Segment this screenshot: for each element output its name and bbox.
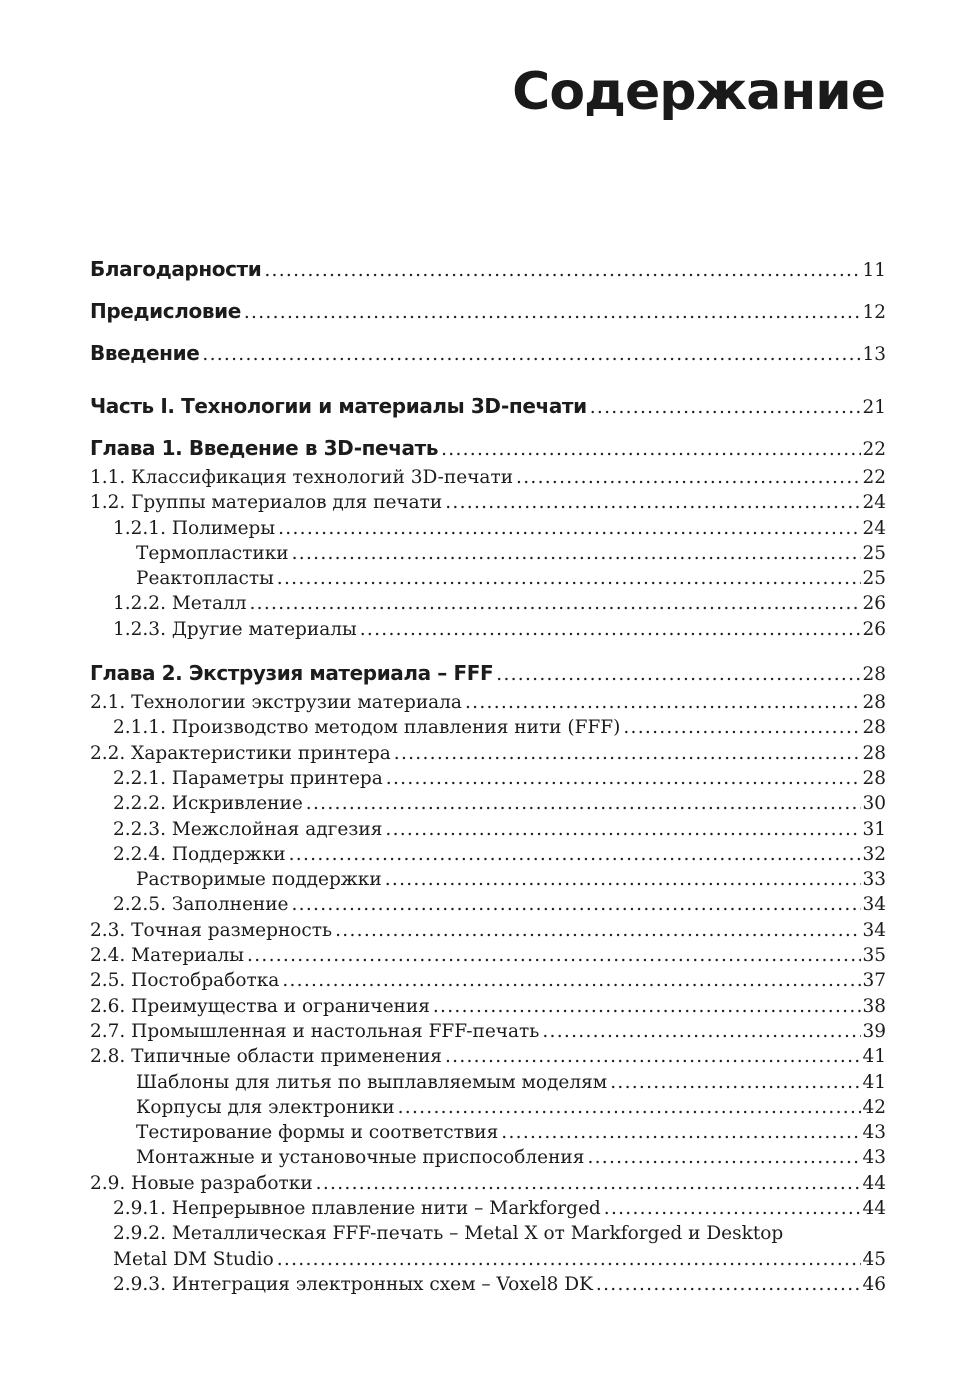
dot-leader [501,1120,861,1145]
dot-leader [590,393,862,423]
toc-label: 2.9.3. Интеграция электронных схем – Voxel8 DK [113,1273,593,1295]
dot-leader [386,766,862,791]
toc-page: 45 [862,1248,886,1270]
toc-entry[interactable] [90,1171,886,1196]
dot-leader [316,1171,862,1196]
toc-entry[interactable] [90,1120,886,1145]
toc-entry[interactable] [90,1044,886,1069]
dot-leader [596,1272,862,1297]
toc-label: 2.9.2. Металлическая FFF-печать – Metal X от Markforged и Desktop [113,1223,784,1245]
toc-label: 2.1. Технологии экструзии материала [90,692,462,714]
toc-page: 41 [862,1046,886,1068]
dot-leader [292,541,862,566]
toc-entry-wrapped-second-line[interactable] [90,1247,886,1272]
toc-entry[interactable] [90,791,886,816]
dot-leader [264,256,861,286]
toc-entry[interactable] [90,617,886,642]
dot-leader [394,741,862,766]
toc-page: 37 [862,970,886,992]
toc-page: 24 [862,517,886,539]
dot-leader [445,490,861,515]
dot-leader [292,892,862,917]
toc-entry[interactable] [90,994,886,1019]
toc-label: 2.4. Материалы [90,945,245,967]
toc-entry[interactable] [90,715,886,740]
toc-label: 2.1.1. Производство методом плавления нити (FFF) [113,717,621,739]
toc-label: Термопластики [136,542,289,564]
toc-label: 2.3. Точная размерность [90,919,333,941]
dot-leader [244,298,862,328]
toc-label: Благодарности [90,257,262,281]
toc-page: 34 [862,919,886,941]
toc-label: 2.8. Типичные области применения [90,1046,442,1068]
toc-label: Монтажные и установочные приспособления [136,1147,585,1169]
toc-entry[interactable] [90,1145,886,1170]
toc-page: 28 [862,664,886,686]
toc-page: 35 [862,945,886,967]
toc-entry[interactable] [90,541,886,566]
toc-label: Тестирование формы и соответствия [136,1122,499,1144]
toc-entry[interactable] [90,1272,886,1297]
dot-leader [277,1247,862,1272]
toc-label: 2.2.3. Межслойная адгезия [113,818,383,840]
toc-label: 2.5. Постобработка [90,970,280,992]
page-title: Содержание [512,62,885,122]
toc-entry[interactable] [90,766,886,791]
toc-page: 26 [862,593,886,615]
toc-page: 21 [862,397,886,418]
toc-entry-chapter-2[interactable] [90,658,886,688]
dot-leader [247,943,861,968]
toc-entry[interactable] [90,867,886,892]
toc-page: 24 [862,492,886,514]
toc-page: 28 [862,717,886,739]
toc-label: Metal DM Studio [113,1248,274,1270]
toc-page: 44 [862,1172,886,1194]
dot-leader [277,566,862,591]
dot-leader [496,660,861,690]
toc-entry[interactable] [90,516,886,541]
toc-label: Глава 1. Введение в 3D-печать [90,436,439,460]
toc-entry[interactable] [90,918,886,943]
toc-entry[interactable] [90,817,886,842]
dot-leader [623,715,861,740]
toc-label: 1.2.3. Другие материалы [113,618,357,640]
dot-leader [445,1044,862,1069]
toc-label: 1.1. Классификация технологий 3D-печати [90,467,514,488]
toc-page: 31 [862,818,886,840]
dot-leader [202,340,861,370]
toc-page: 22 [862,467,886,488]
toc-page: 38 [862,995,886,1017]
toc-entry[interactable] [90,465,886,490]
dot-leader [441,435,861,465]
toc-label: Часть I. Технологии и материалы 3D-печати [90,394,587,418]
toc-page: 46 [862,1273,886,1295]
dot-leader [385,867,862,892]
dot-leader [433,994,862,1019]
toc-page: 30 [862,793,886,815]
toc-label: Предисловие [90,299,241,323]
toc-page: 26 [862,618,886,640]
toc-page: 13 [862,344,886,365]
dot-leader [465,690,861,715]
toc-label: 1.2.1. Полимеры [113,517,276,539]
toc-page: 28 [862,692,886,714]
toc-page: 25 [862,542,886,564]
dot-leader [335,918,861,943]
dot-leader [516,465,861,490]
toc-entry[interactable] [90,968,886,993]
toc-page: 43 [862,1122,886,1144]
dot-leader [282,968,861,993]
toc-entry-preface[interactable] [90,296,886,326]
toc-label: 2.6. Преимущества и ограничения [90,995,430,1017]
toc-entry[interactable] [90,741,886,766]
toc-label: Шаблоны для литья по выплавляемым моделям [136,1071,608,1093]
dot-leader [542,1019,861,1044]
toc-label: Растворимые поддержки [136,869,382,891]
dot-leader [385,817,861,842]
toc-entry-introduction[interactable] [90,338,886,368]
toc-label: 2.2.1. Параметры принтера [113,767,383,789]
toc-entry[interactable] [90,1196,886,1221]
dot-leader [289,842,862,867]
toc-page: 22 [862,439,886,460]
toc-page: 33 [862,869,886,891]
dot-leader [604,1196,862,1221]
dot-leader [398,1095,862,1120]
toc-label: 2.2. Характеристики принтера [90,742,391,764]
toc-label: 2.2.2. Искривление [113,793,303,815]
toc-page: 12 [862,302,886,323]
toc-entry-wrapped-first-line[interactable] [90,1221,886,1246]
dot-leader [278,516,861,541]
toc-label: 2.7. Промышленная и настольная FFF-печать [90,1020,540,1042]
toc-entry[interactable] [90,892,886,917]
toc-entry[interactable] [90,591,886,616]
toc-label: 1.2. Группы материалов для печати [90,492,443,514]
dot-leader [610,1070,861,1095]
dot-leader [587,1145,861,1170]
toc-entry[interactable] [90,690,886,715]
toc-entry[interactable] [90,943,886,968]
toc-page: 43 [862,1147,886,1169]
toc-entry[interactable] [90,490,886,515]
toc-label: 2.2.4. Поддержки [113,843,286,865]
dot-leader [250,591,862,616]
table-of-contents [90,254,886,1297]
toc-label: 2.2.5. Заполнение [113,894,289,916]
toc-label: 1.2.2. Металл [113,593,247,615]
toc-label: Реактопласты [136,568,274,590]
toc-page: 44 [862,1198,886,1220]
toc-entry[interactable] [90,1070,886,1095]
toc-entry-chapter-1[interactable] [90,433,886,463]
toc-label: 2.9. Новые разработки [90,1172,313,1194]
toc-page: 32 [862,843,886,865]
toc-label: Введение [90,341,200,365]
toc-page: 39 [862,1020,886,1042]
toc-page: 34 [862,894,886,916]
toc-page: 28 [862,742,886,764]
toc-page: 41 [862,1071,886,1093]
toc-page: 42 [862,1096,886,1118]
toc-page: 28 [862,767,886,789]
toc-entry[interactable] [90,842,886,867]
dot-leader [360,617,862,642]
toc-entry[interactable] [90,1019,886,1044]
toc-label: Корпусы для электроники [136,1096,395,1118]
toc-page: 25 [862,568,886,590]
toc-label: 2.9.1. Непрерывное плавление нити – Markforged [113,1198,601,1220]
toc-page: 11 [862,260,886,281]
toc-entry[interactable] [90,1095,886,1120]
dot-leader [306,791,862,816]
toc-label: Глава 2. Экструзия материала – FFF [90,661,494,686]
toc-entry-acknowledgements[interactable] [90,254,886,284]
toc-entry-part-1[interactable] [90,391,886,421]
toc-entry[interactable] [90,566,886,591]
